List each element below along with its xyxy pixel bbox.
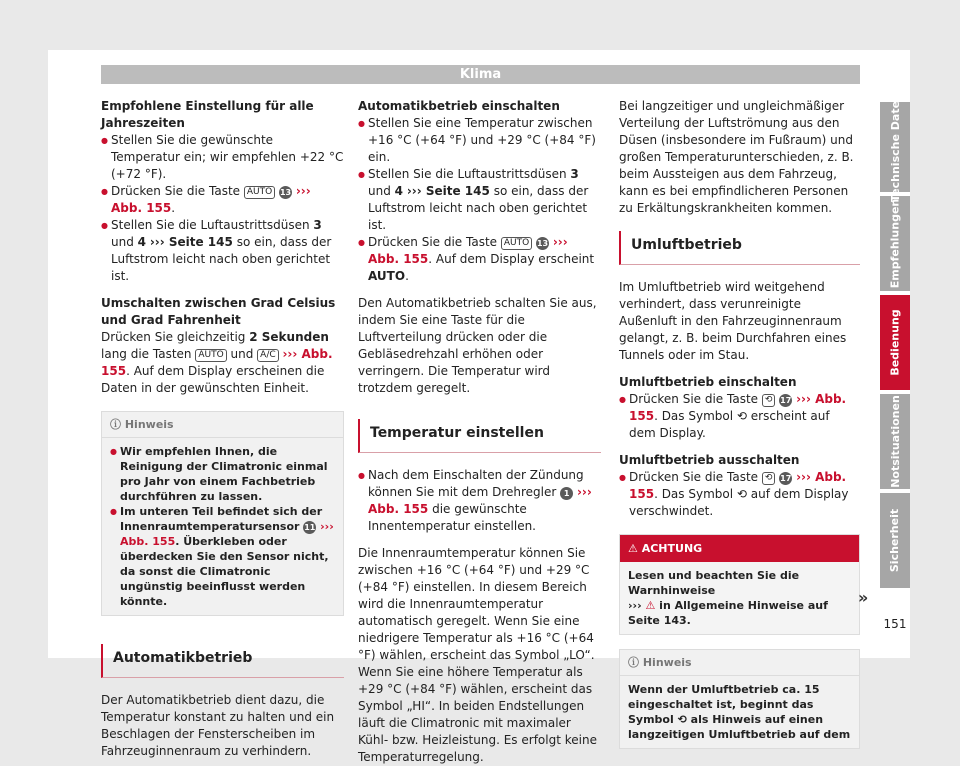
callout-number: 17	[780, 396, 792, 405]
page-header: Klima	[101, 65, 860, 84]
tab-sicherheit[interactable]: Sicherheit	[880, 493, 910, 588]
tab-empfehlungen[interactable]: Empfehlungen	[880, 196, 910, 291]
continue-arrow-icon: »	[858, 588, 869, 607]
note-header: ⓘ Hinweis	[102, 412, 343, 438]
auto-key-icon: AUTO	[244, 186, 275, 199]
page-link[interactable]: in Allgemeine Hinweise auf Seite 143	[628, 599, 828, 627]
heading-auto-on: Automatikbetrieb einschalten	[358, 99, 560, 113]
list-item: ● Stellen Sie die Luftaustrittsdüsen 3 und 4 ››› Seite 145 so ein, dass der Luftstrom leicht nach oben gerichtet ist.	[101, 217, 344, 285]
figure-link[interactable]: ››› Abb. 155	[368, 485, 592, 516]
auto-key-icon: AUTO	[501, 237, 532, 250]
page-link[interactable]: ››› Seite 145	[406, 184, 490, 198]
auto-key-icon: AUTO	[195, 349, 226, 362]
tab-bedienung[interactable]: Bedienung	[880, 295, 910, 390]
page-link[interactable]: ››› Seite 145	[149, 235, 233, 249]
warning-box	[619, 534, 860, 635]
heading-recirc-on: Umluftbetrieb einschalten	[619, 375, 797, 389]
side-tabs	[880, 92, 910, 592]
section-automatikbetrieb: Automatikbetrieb	[101, 644, 344, 678]
warning-icon: ⚠	[645, 599, 656, 612]
list-item: ● Stellen Sie eine Temperatur zwischen +16 °C (+64 °F) und +29 °C (+84 °F) ein.	[358, 115, 601, 166]
heading-units: Umschalten zwischen Grad Celsius und Grad Fahrenheit	[101, 296, 336, 327]
warning-icon: ⚠	[628, 542, 638, 555]
paragraph: Bei langzeitiger und ungleichmäßiger Verteilung der Luftströmung aus den Düsen (insbesondere im Fußraum) und großen Temperaturunterschieden, z. B. beim Aussteigen aus dem Fahrzeug, kann es bei empfindlicheren Personen zu Erkältungskrankheiten kommen.	[619, 99, 854, 215]
paragraph: Den Automatikbetrieb schalten Sie aus, indem Sie eine Taste für die Luftverteilung drücken oder die Gebläsedrehzahl erhöhen oder verringern. Die Temperatur wird trotzdem geregelt.	[358, 296, 597, 395]
paragraph: Der Automatikbetrieb dient dazu, die Temperatur konstant zu halten und ein Beschlagen der Fensterscheiben im Fahrzeuginnenraum zu verhindern.	[101, 693, 335, 758]
figure-link[interactable]: ››› Abb. 155	[629, 392, 847, 423]
list-item: ● Nach dem Einschalten der Zündung können Sie mit dem Drehregler 1 ››› Abb. 155 die gewünschte Innentemperatur einstellen.	[358, 467, 601, 535]
list-item: ● Wir empfehlen Ihnen, die Reinigung der Climatronic einmal pro Jahr von einem Fachbetrieb durchführen zu lassen.	[110, 444, 335, 504]
figure-link[interactable]: ››› Abb. 155	[629, 470, 847, 501]
figure-link[interactable]: ››› Abb. 155	[368, 235, 568, 266]
figure-link[interactable]: ››› Abb. 155	[111, 184, 311, 215]
list-item: ● Stellen Sie die gewünschte Temperatur ein; wir empfehlen +22 °C (+72 °F).	[101, 132, 344, 183]
figure-link[interactable]: ››› Abb. 155	[120, 520, 334, 548]
note-body: Wenn der Umluftbetrieb ca. 15 eingeschaltet ist, beginnt das Symbol ⟲ als Hinweis auf einen langzeitigen Umluftbetrieb auf dem	[628, 683, 851, 741]
callout-number: 13	[536, 239, 549, 248]
list-item: ● Im unteren Teil befindet sich der Innenraumtemperatursensor 11 ››› Abb. 155. Überkleben oder überdecken Sie den Sensor nicht, da sonst die Climatronic ungünstig beeinflusst werden könnte.	[110, 504, 335, 609]
recirculation-symbol-icon: ⟲	[736, 487, 747, 501]
note-box	[101, 411, 344, 616]
paragraph: Die Innenraumtemperatur können Sie zwischen +16 °C (+64 °F) und +29 °C (+84 °F) einstellen. In diesem Bereich wird die Innenraumtemperatur automatisch geregelt. Wenn Sie eine niedrigere Temperatur als +16 °C (+64 °F) wählen, erscheint das Symbol „LO“. Wenn Sie eine höhere Temperatur als +29 °C (+84 °F) wählen, erscheint das Symbol „HI“. In beiden Endstellungen läuft die Climatronic mit maximaler Kühl- bzw. Heizleistung. Es erfolgt keine Temperaturregelung.	[358, 546, 597, 764]
recirculation-symbol-icon: ⟲	[677, 713, 687, 726]
column-1	[101, 98, 344, 760]
callout-number: 11	[304, 523, 316, 532]
section-umluftbetrieb: Umluftbetrieb	[619, 231, 860, 265]
recirculation-key-icon: ⟲	[762, 472, 776, 485]
info-icon: ⓘ	[628, 656, 639, 669]
list-item: ● Stellen Sie die Luftaustrittsdüsen 3 und 4 ››› Seite 145 so ein, dass der Luftstrom leicht nach oben gerichtet ist.	[358, 166, 601, 234]
list-item: ● Drücken Sie die Taste ⟲ 17 ››› Abb. 155. Das Symbol ⟲ auf dem Display verschwindet.	[619, 469, 860, 520]
list-item: ● Drücken Sie die Taste AUTO 13 ››› Abb. 155. Auf dem Display erscheint AUTO.	[358, 234, 601, 285]
list-item: ● Drücken Sie die Taste AUTO 13 ››› Abb. 155.	[101, 183, 344, 217]
callout-number: 17	[780, 474, 792, 483]
column-2	[358, 98, 601, 766]
note-box	[619, 649, 860, 749]
warning-body: Lesen und beachten Sie die Warnhinweise ››› ⚠ in Allgemeine Hinweise auf Seite 143.	[628, 569, 828, 627]
figure-link[interactable]: ››› Abb. 155	[101, 347, 333, 378]
tab-notsituationen[interactable]: Notsituationen	[880, 394, 910, 489]
callout-number: 1	[560, 487, 573, 500]
warning-header: ⚠ ACHTUNG	[620, 535, 859, 562]
page-number: 151	[883, 617, 907, 631]
paragraph: Drücken Sie gleichzeitig 2 Sekunden lang die Tasten AUTO und A/C ››› Abb. 155. Auf dem Display erscheinen die Daten in der gewünschten Einheit.	[101, 330, 333, 395]
heading-recirc-off: Umluftbetrieb ausschalten	[619, 453, 800, 467]
callout-number: 13	[279, 188, 292, 197]
list-item: ● Drücken Sie die Taste ⟲ 17 ››› Abb. 155. Das Symbol ⟲ erscheint auf dem Display.	[619, 391, 860, 442]
info-icon: ⓘ	[110, 418, 121, 431]
note-body	[102, 438, 343, 615]
ac-key-icon: A/C	[257, 349, 278, 362]
column-3	[619, 98, 860, 749]
tab-technische-daten[interactable]: Technische Daten	[880, 102, 910, 192]
recirculation-symbol-icon: ⟲	[736, 409, 747, 423]
note-header: ⓘ Hinweis	[620, 650, 859, 676]
paragraph: Im Umluftbetrieb wird weitgehend verhindert, dass verunreinigte Außenluft in den Fahrzeuginnenraum gelangt, z. B. beim Durchfahren eines Tunnels oder im Stau.	[619, 280, 847, 362]
recirculation-key-icon: ⟲	[762, 394, 776, 407]
section-temperatur: Temperatur einstellen	[358, 419, 601, 453]
heading-recommended: Empfohlene Einstellung für alle Jahreszeiten	[101, 99, 314, 130]
